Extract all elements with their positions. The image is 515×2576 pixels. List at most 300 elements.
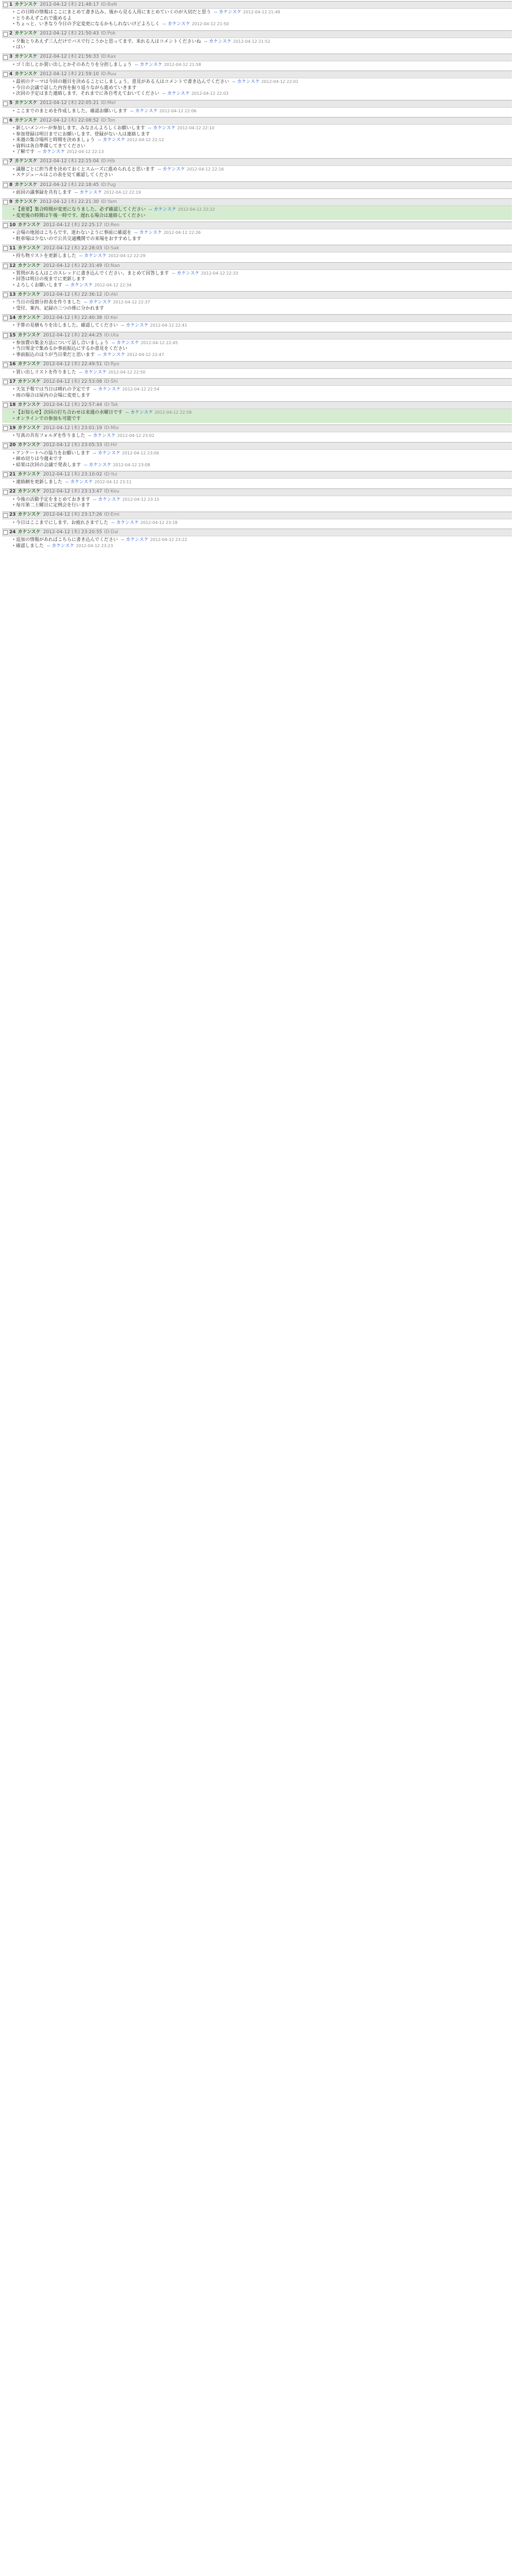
post [2,1,512,29]
comment-body: ゴミ出しとか買い出しとかそのあたりを分担しましょう [16,62,132,67]
comment-text [16,416,509,422]
comment-text [16,544,509,550]
bullet-icon: • [12,543,15,549]
post [2,488,512,510]
comment-body: よろしくお願いします [16,282,63,288]
comment-date: 2012-04-12 23:02 [117,433,154,438]
select-checkbox[interactable] [3,293,8,297]
post-date: 2012-04-12 (木) 22:40:38 [43,315,102,321]
select-checkbox[interactable] [3,160,8,164]
comment-date: 2012-04-12 23:15 [122,497,160,502]
select-checkbox[interactable] [3,200,8,205]
comment-line [9,416,509,422]
comment-date: 2012-04-12 22:58 [154,410,192,415]
comment-body: はい [16,45,26,50]
comment-author[interactable]: カケンスケ [126,537,149,543]
comment-author[interactable]: カケンスケ [97,450,121,456]
comment-author[interactable]: カケンスケ [130,410,153,416]
post-id: ID:Shi [104,379,118,384]
post-header [2,71,512,78]
comment-author[interactable]: カケンスケ [218,10,242,15]
comment-line [9,352,509,359]
comment-author[interactable]: カケンスケ [167,91,190,97]
comment-signature: -- カケンスケ 2012-04-12 22:10 [146,126,215,131]
comment-line [9,503,509,509]
post-author[interactable]: カケンスケ [18,362,41,367]
post-author[interactable]: カケンスケ [14,54,38,60]
comment-text [16,138,509,144]
comment-text [16,213,509,219]
bullet-icon: • [12,45,15,50]
comment-text [16,16,509,22]
comment-text [16,109,509,115]
select-checkbox[interactable] [3,333,8,338]
comment-text [16,10,509,16]
post-number[interactable]: 8 [9,182,13,188]
post-date: 2012-04-12 (木) 22:21:30 [40,199,99,205]
post-date: 2012-04-12 (木) 22:28:03 [43,246,102,251]
post-number[interactable]: 13 [9,292,16,298]
post-author[interactable]: カケンスケ [18,263,41,268]
comment-text [16,341,509,347]
post-author[interactable]: カケンスケ [18,292,41,298]
post-body [2,519,512,528]
select-checkbox[interactable] [3,32,8,37]
comment-date: 2012-04-12 22:03 [191,91,229,96]
comment-signature: -- カケンスケ 2012-04-12 22:16 [156,166,224,172]
post [2,30,512,52]
post-number[interactable]: 11 [9,246,16,251]
post-number[interactable]: 17 [9,379,16,384]
comment-line [9,173,509,179]
post-author[interactable]: カケンスケ [18,471,41,477]
post [2,54,512,70]
post-header [2,117,512,125]
post-author[interactable]: カケンスケ [18,379,41,384]
post-header [2,262,512,270]
post-number[interactable]: 20 [9,443,16,448]
post-number[interactable]: 23 [9,512,16,518]
comment-author[interactable]: カケンスケ [98,387,121,393]
comment-line [9,167,509,173]
comment-line [9,138,509,144]
comment-text [16,126,509,132]
post [2,314,512,330]
post-author[interactable]: カケンスケ [18,402,41,408]
post-date: 2012-04-12 (木) 22:36:12 [43,292,102,298]
bullet-icon: • [12,346,15,352]
comment-text [16,230,509,236]
comment-author[interactable]: カケンスケ [177,270,200,276]
post [2,291,512,313]
post-body [2,38,512,52]
comment-signature: -- カケンスケ 2012-04-12 22:01 [231,79,299,85]
post-id: ID:Kou [104,489,119,495]
post-body [2,322,512,330]
comment-body: 締め切りは今週末です [16,456,63,462]
comment-date: 2012-04-12 21:52 [233,39,270,44]
select-checkbox[interactable] [3,316,8,320]
post-body [2,299,512,313]
comment-author[interactable]: カケンスケ [135,108,158,114]
comment-text [16,277,509,283]
comment-author[interactable]: カケンスケ [162,166,185,172]
comment-body: 買い出しリストを作りました [16,369,76,375]
post [2,198,512,220]
comment-date: 2012-04-12 22:13 [66,149,104,155]
comment-date: 2012-04-12 22:33 [201,270,238,276]
comment-line [9,480,509,486]
post-author[interactable]: カケンスケ [18,332,41,338]
comment-line [9,433,509,439]
comment-author[interactable]: カケンスケ [126,323,149,329]
comment-signature: -- カケンスケ 2012-04-12 23:11 [64,480,132,485]
post-number[interactable]: 2 [9,31,13,37]
comment-author[interactable]: カケンスケ [70,282,93,288]
post [2,245,512,261]
bullet-icon: • [12,131,15,137]
comment-body: とりあえずこれで進めるよ [16,15,72,21]
bullet-icon: • [12,433,15,439]
comment-signature: -- カケンスケ 2012-04-12 21:52 [202,39,270,44]
post [2,529,512,550]
post-author[interactable]: カケンスケ [18,529,41,535]
comment-author[interactable]: カケンスケ [70,480,93,485]
post-author[interactable]: カケンスケ [18,425,41,431]
post [2,471,512,487]
comment-author[interactable]: カケンスケ [102,352,126,358]
comment-text [16,207,509,213]
post-body [2,61,512,70]
bullet-icon: • [12,143,15,149]
post-body [2,252,512,261]
comment-author[interactable]: カケンスケ [102,138,126,143]
bullet-icon: • [12,456,15,462]
post-number[interactable]: 16 [9,362,16,367]
post-author[interactable]: カケンスケ [18,512,41,518]
comment-author[interactable]: カケンスケ [84,253,107,259]
comment-body: 【お知らせ】次回の打ち合わせは来週の水曜日です [16,410,123,416]
select-checkbox[interactable] [3,444,8,448]
comment-body: 参加登録は明日までにお願いします。登録がない人は連絡します [16,131,150,137]
post-date: 2012-04-12 (木) 21:56:33 [40,54,99,60]
comment-author[interactable]: カケンスケ [84,369,107,375]
post-number[interactable]: 4 [9,71,13,77]
post-id: ID:BaN [101,2,117,7]
post-author[interactable]: カケンスケ [18,443,41,448]
bullet-icon: • [12,277,15,282]
comment-body: アンケートへの協力をお願いします [16,450,90,456]
comment-text [16,370,509,376]
comment-body: 質問がある人はこのスレッドに書き込んでください。まとめて回答します [16,270,169,276]
comment-body: 参加費の集金方法について話し合いましょう [16,340,109,346]
post [2,401,512,423]
post-date: 2012-04-12 (木) 22:31:49 [43,263,102,268]
comment-author[interactable]: カケンスケ [153,207,177,213]
post-header [2,158,512,166]
comment-text [16,253,509,260]
select-checkbox[interactable] [3,472,8,477]
post-number[interactable]: 6 [9,117,13,123]
comment-body: 次回の予定はまた連絡します。それまでに各自考えておいてください [16,91,160,97]
post-number[interactable]: 14 [9,315,16,321]
post [2,425,512,440]
select-checkbox[interactable] [3,426,8,431]
comment-line [9,370,509,376]
comment-author[interactable]: カケンスケ [140,62,163,67]
comment-text [16,62,509,69]
select-checkbox[interactable] [3,264,8,268]
comment-signature: -- カケンスケ 2012-04-12 21:49 [212,10,281,15]
post-date: 2012-04-12 (木) 23:13:47 [43,489,102,495]
comment-signature: -- カケンスケ 2012-04-12 23:02 [87,433,154,439]
comment-text [16,393,509,399]
post [2,222,512,243]
post-date: 2012-04-12 (木) 22:57:44 [43,402,102,408]
post-author[interactable]: カケンスケ [14,182,38,188]
post-date: 2012-04-12 (木) 23:20:55 [43,529,102,535]
comment-body: 受付、案内、記録の三つの係に分かれます [16,306,105,311]
comment-signature: -- カケンスケ 2012-04-12 22:13 [36,149,104,155]
comment-line [9,45,509,51]
select-checkbox[interactable] [3,403,8,408]
comment-signature: -- カケンスケ 2012-04-12 22:41 [119,323,187,329]
comment-date: 2012-04-12 22:22 [178,207,215,212]
select-checkbox[interactable] [3,530,8,535]
comment-text [16,283,509,289]
post-date: 2012-04-12 (木) 23:05:33 [43,443,102,448]
comment-line [9,91,509,97]
bullet-icon: • [12,323,15,329]
post-number[interactable]: 21 [9,471,16,477]
post-header [2,314,512,322]
comment-author[interactable]: カケンスケ [209,39,232,44]
post-id: ID:Kei [104,315,118,321]
bullet-icon: • [12,450,15,456]
comment-author[interactable]: カケンスケ [98,497,121,502]
comment-line [9,79,509,86]
comment-author[interactable]: カケンスケ [167,22,191,27]
comment-author[interactable]: カケンスケ [89,300,112,306]
comment-body: 今日の会議で話した内容を振り返りながら進めていきます [16,85,137,91]
comment-signature: -- カケンスケ 2012-04-12 22:26 [133,230,201,236]
comment-date: 2012-04-12 22:54 [122,387,160,392]
comment-signature: -- カケンスケ 2012-04-12 22:34 [64,282,132,288]
select-checkbox[interactable] [3,72,8,77]
bullet-icon: • [12,236,15,242]
post-separator [0,550,515,552]
comment-signature: -- カケンスケ 2012-04-12 23:08 [82,462,150,468]
comment-signature: -- カケンスケ 2012-04-12 23:06 [91,450,159,456]
post-author[interactable]: カケンスケ [18,489,41,495]
select-checkbox[interactable] [3,223,8,228]
post-author[interactable]: カケンスケ [18,223,41,228]
post [2,158,512,180]
post-author[interactable]: カケンスケ [14,71,38,77]
comment-signature: -- カケンスケ 2012-04-12 21:58 [133,62,201,67]
select-checkbox[interactable] [3,55,8,60]
comment-line [9,132,509,138]
post-header [2,222,512,229]
comment-line [9,520,509,527]
comment-body: 事前振込のほうが当日楽だと思います [16,352,95,358]
bullet-icon: • [12,300,15,306]
post-number[interactable]: 12 [9,263,16,268]
comment-text [16,132,509,138]
select-checkbox[interactable] [3,3,8,7]
post-author[interactable]: カケンスケ [14,100,38,106]
comment-author[interactable]: カケンスケ [42,149,65,155]
comment-body: 来週の集合場所と時間を決めましょう [16,138,95,143]
comment-line [9,109,509,115]
post-author[interactable]: カケンスケ [18,315,41,321]
comment-date: 2012-04-12 23:06 [122,450,159,455]
comment-text [16,45,509,51]
post-date: 2012-04-12 (木) 22:05:21 [40,100,99,106]
bullet-icon: • [12,15,15,21]
comment-text [16,306,509,312]
select-checkbox[interactable] [3,118,8,123]
post-header [2,471,512,479]
post-author[interactable]: カケンスケ [14,159,38,164]
post-number[interactable]: 3 [9,54,13,60]
comment-author[interactable]: カケンスケ [93,433,116,439]
comment-body: 新しいメンバーが参加します。みなさんよろしくお願いします [16,126,145,131]
comment-body: ここまでのまとめを作成しました。確認お願いします [16,108,128,114]
comment-date: 2012-04-12 22:50 [108,369,146,375]
bullet-icon: • [12,230,15,236]
comment-body: 夕飯とりあえず三人だけでバスで行こうかと思ってます。来れる人はコメントくださいね [16,39,201,44]
post-id: ID:Hir [104,443,117,448]
comment-line [9,497,509,503]
post [2,117,512,157]
select-checkbox[interactable] [3,101,8,106]
comment-text [16,387,509,393]
comment-text [16,323,509,329]
comment-text [16,271,509,277]
comment-author[interactable]: カケンスケ [139,230,162,236]
post-number[interactable]: 9 [9,199,13,205]
comment-author[interactable]: カケンスケ [116,340,140,346]
post-body [2,386,512,400]
comment-body: 前回の議事録を共有します [16,190,72,195]
comment-body: スケジュールはこの表を見て確認してください [16,173,113,178]
comment-body: 確認しました [16,543,44,549]
comment-line [9,207,509,213]
select-checkbox[interactable] [3,380,8,384]
comment-signature: -- カケンスケ 2012-04-12 23:15 [92,497,160,502]
post-body [2,189,512,197]
comment-line [9,341,509,347]
comment-date: 2012-04-12 22:12 [127,138,164,143]
comment-line [9,39,509,45]
comment-text [16,79,509,86]
post-id: ID:Ryo [104,362,119,367]
comment-author[interactable]: カケンスケ [237,79,260,85]
post-body [2,450,512,470]
post-body [2,536,512,550]
post-date: 2012-04-12 (木) 22:49:51 [43,362,102,367]
post-header [2,361,512,369]
post-number[interactable]: 10 [9,223,16,228]
comment-line [9,144,509,150]
comment-signature: -- カケンスケ 2012-04-12 22:37 [82,300,150,306]
comment-text [16,503,509,509]
post-body [2,206,512,220]
post-date: 2012-04-12 (木) 21:59:10 [40,71,99,77]
post-id: ID:Mio [104,425,119,431]
select-checkbox[interactable] [3,513,8,518]
comment-body: 毎月第二土曜日に定例会を行います [16,503,91,509]
bullet-icon: • [12,503,15,509]
post-number[interactable]: 5 [9,100,13,106]
select-checkbox[interactable] [3,490,8,495]
bullet-icon: • [12,369,15,375]
post-header [2,425,512,432]
comment-signature: -- カケンスケ 2012-04-12 22:22 [147,207,215,213]
comment-body: 雨の場合は屋内の会場に変更します [16,393,91,398]
comment-signature: -- カケンスケ 2012-04-12 23:23 [45,543,113,549]
comment-text [16,22,509,28]
post-number[interactable]: 18 [9,402,16,408]
post-number[interactable]: 1 [9,2,13,7]
post-date: 2012-04-12 (木) 22:18:45 [40,182,99,188]
post-number[interactable]: 7 [9,159,13,164]
comment-line [9,22,509,28]
select-checkbox[interactable] [3,183,8,188]
post-number[interactable]: 22 [9,489,16,495]
comment-author[interactable]: カケンスケ [52,543,75,549]
post-header [2,401,512,409]
comment-line [9,149,509,156]
comment-author[interactable]: カケンスケ [116,520,139,526]
comment-body: 当日の役割分担表を作りました [16,300,81,306]
comment-author[interactable]: カケンスケ [89,462,112,468]
post-id: ID:Ren [104,223,120,228]
post-header [2,198,512,206]
bullet-icon: • [12,22,15,27]
post-id: ID:Mel [101,100,116,106]
comment-text [16,433,509,439]
select-checkbox[interactable] [3,363,8,367]
post-author[interactable]: カケンスケ [18,246,41,251]
comment-body: 持ち物リストを更新しました [16,253,76,259]
post-author[interactable]: カケンスケ [14,117,38,123]
comment-author[interactable]: カケンスケ [152,126,176,131]
post-author[interactable]: カケンスケ [14,199,38,205]
bullet-icon: • [12,352,15,358]
post-id: ID:Nao [104,263,120,268]
post-date: 2012-04-12 (木) 23:01:19 [43,425,102,431]
comment-line [9,16,509,22]
comment-line [9,271,509,277]
comment-line [9,451,509,457]
bullet-icon: • [12,213,15,218]
bullet-icon: • [12,85,15,91]
comment-date: 2012-04-12 23:11 [94,480,132,485]
comment-date: 2012-04-12 22:10 [177,126,215,131]
bullet-icon: • [12,393,15,398]
post-number[interactable]: 19 [9,425,16,431]
post-author[interactable]: カケンスケ [14,31,38,37]
comment-body: 回答は明日の夜までに更新します [16,277,86,282]
post-number[interactable]: 15 [9,332,16,338]
comment-text [16,520,509,527]
comment-author[interactable]: カケンスケ [79,190,102,195]
post-author[interactable]: カケンスケ [14,2,38,7]
post-number[interactable]: 24 [9,529,16,535]
select-checkbox[interactable] [3,246,8,251]
